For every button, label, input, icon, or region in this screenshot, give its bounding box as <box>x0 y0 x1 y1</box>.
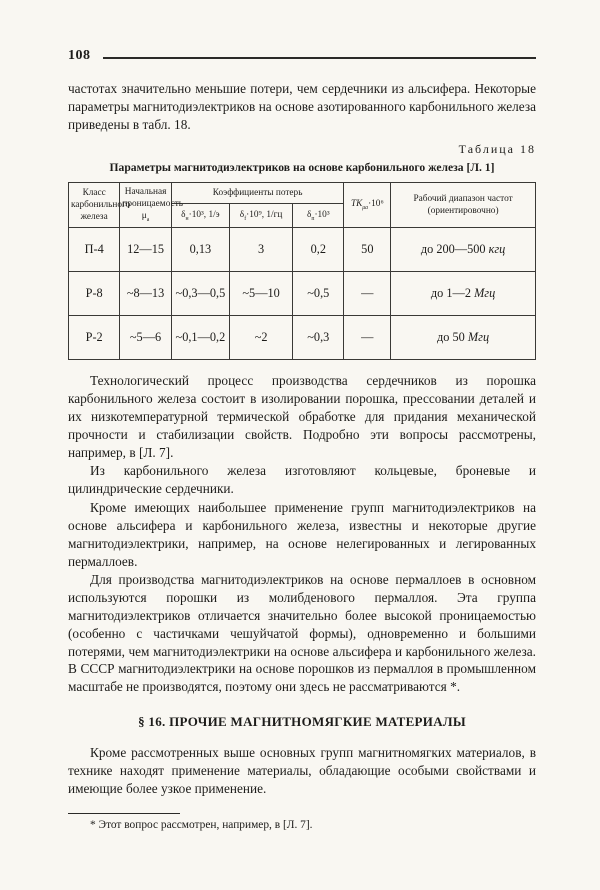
cell-range: до 50 Мгц <box>391 316 536 360</box>
col-subheader-dp: $\delta_п\cdot 10^3$ <box>293 204 344 228</box>
paragraph-technology: Технологический процесс производства сердечников из порошка карбонильного железа состоит в изолировании порошка, прессовании деталей и их низкотемпературной термической обработке для придания механической прочности и стабилизации свойств. Подробно эти вопросы рассмотрены, например, в [Л. 7]. <box>68 373 536 460</box>
page-number: 108 <box>68 48 91 63</box>
table-row <box>69 228 536 272</box>
cell-df: ~2 <box>230 316 293 360</box>
paragraph-permalloy: Для производства магнитодиэлектриков на основе пермаллоев в основном используются порошки из молибденового пермаллоя. Эта группа магнитодиэлектриков отличается значительно более высокой проницаемостью (особенно с частичками чешуйчатой формы), одновременно и большими потерями, чем магнитодиэлектрики на основе альсифера и карбонильного железа. В СССР магнитодиэлектрики на основе порошков из пермаллоя в промышленном масштабе не производятся, поэтому они здесь не рассматриваются *. <box>68 572 536 695</box>
header-rule <box>103 57 537 59</box>
cell-dn: ~0,1—0,2 <box>171 316 229 360</box>
cell-tk: — <box>344 316 391 360</box>
cell-dn: 0,13 <box>171 228 229 272</box>
col-header-permeability: Начальная проницаемость $\mu_а$ <box>120 182 171 228</box>
params-table <box>68 182 536 361</box>
cell-dn: ~0,3—0,5 <box>171 272 229 316</box>
paragraph-cores: Из карбонильного железа изготовляют кольцевые, броневые и цилиндрические сердечники. <box>68 463 536 497</box>
col-header-loss-group: Коэффициенты потерь <box>171 182 344 203</box>
col-subheader-df: $\delta_f\cdot 10^9$, 1/гц <box>230 204 293 228</box>
cell-dp: ~0,5 <box>293 272 344 316</box>
cell-class: Р-2 <box>69 316 120 360</box>
cell-dp: ~0,3 <box>293 316 344 360</box>
cell-class: П-4 <box>69 228 120 272</box>
col-header-tk: $ТК_{\mu а}\cdot 10^6$ <box>344 182 391 228</box>
cell-permeability: ~8—13 <box>120 272 171 316</box>
cell-tk: — <box>344 272 391 316</box>
table-label: Таблица 18 <box>458 142 536 157</box>
cell-df: 3 <box>230 228 293 272</box>
cell-tk: 50 <box>344 228 391 272</box>
table-row <box>69 272 536 316</box>
cell-permeability: 12—15 <box>120 228 171 272</box>
table-caption: Параметры магнитодиэлектриков на основе карбонильного железа [Л. 1] <box>109 161 495 175</box>
paragraph-other-materials: Кроме рассмотренных выше основных групп магнитномягких материалов, в технике находят применение материалы, обладающие особыми свойствами и имеющие более узкое применение. <box>68 745 536 796</box>
intro-paragraph: частотах значительно меньшие потери, чем сердечники из альсифера. Некоторые параметры магнитодиэлектриков на основе азотированного карбонильного железа приведены в табл. 18. <box>68 81 536 132</box>
footnote-rule <box>68 813 180 814</box>
col-subheader-dn: $\delta_н\cdot 10^3$, 1/э <box>171 204 229 228</box>
col-header-range: Рабочий диапазон частот (ориентировочно) <box>391 182 536 228</box>
cell-df: ~5—10 <box>230 272 293 316</box>
paragraph-other-dielectrics: Кроме имеющих наибольшее применение групп магнитодиэлектриков на основе альсифера и карбонильного железа, известны и некоторые другие магнитодиэлектрики, например, на основе нелегированных и легированных пермаллоев. <box>68 500 536 569</box>
cell-dp: 0,2 <box>293 228 344 272</box>
col-header-class: Класс карбонильного железа <box>69 182 120 228</box>
cell-permeability: ~5—6 <box>120 316 171 360</box>
footnote: * Этот вопрос рассмотрен, например, в [Л. 7]. <box>90 819 313 832</box>
section-heading: § 16. ПРОЧИЕ МАГНИТНОМЯГКИЕ МАТЕРИАЛЫ <box>138 714 466 730</box>
table-row <box>69 316 536 360</box>
cell-range: до 1—2 Мгц <box>391 272 536 316</box>
page-header <box>68 48 536 64</box>
cell-range: до 200—500 кгц <box>391 228 536 272</box>
cell-class: Р-8 <box>69 272 120 316</box>
